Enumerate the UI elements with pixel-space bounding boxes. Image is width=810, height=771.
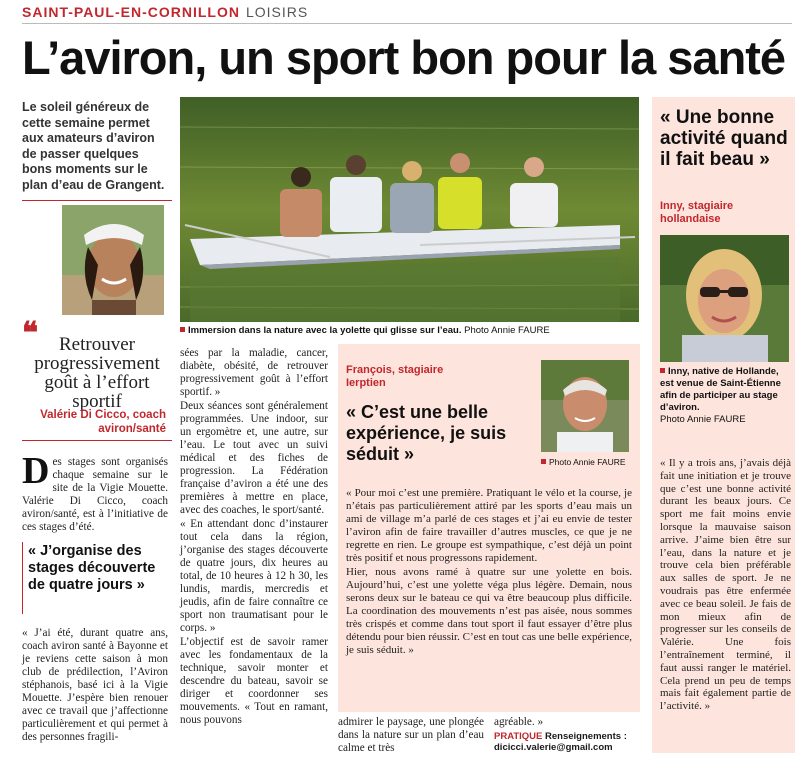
- inny-caption-text: Inny, native de Hollande, est venue de Saint-Étienne afin de participer au stage d’aviron.: [660, 366, 781, 413]
- pullquote-rule: [22, 440, 172, 441]
- col1-body: « J’ai été, durant quatre ans, coach aviron santé à Bayonne et je reviens cette saison à mon club de prédilection, l’Aviron stéphanois, basé ici à la Vigie Mouette. J’espère bien renouer avec ce travail que j’affectionne particulièrement et qui permet à des personnes fragili-: [22, 627, 168, 743]
- francois-quote: « C’est une belle expérience, je suis séduit »: [346, 402, 507, 464]
- quote-mark-icon: ❝: [22, 317, 39, 350]
- inny-caption-square-icon: [660, 368, 665, 373]
- kicker-town: SAINT-PAUL-EN-CORNILLON: [22, 4, 240, 20]
- valerie-portrait: [62, 205, 164, 315]
- caption-square-icon: [180, 327, 185, 332]
- main-photo-credit: Photo Annie FAURE: [464, 325, 550, 336]
- main-caption-text: Immersion dans la nature avec la yolette qui glisse sur l’eau.: [188, 325, 462, 336]
- inny-body: « Il y a trois ans, j’avais déjà fait une initiation et je trouve que c’est une bonne activité durant les beaux jours. Ce sport me fait moins envie lorsque la mauvaise saison arrive. J’aime bien être sur l’eau, dans la nature et je trouve cela bien préférable aux salles de sport. Je ne voudrais pas être enfermée avec ce beau soleil. Je fais de mon mieux afin de progresser sur les conseils de Valérie. Une fois l’entraînement terminé, il faut aussi ranger le matériel. Cela prend un peu de temps mais fait également partie de l’activité. »: [660, 457, 791, 713]
- inter-bar: [22, 542, 23, 614]
- col2-p3: « En attendant donc d’instaurer tout cela dans la région, j’organise des stages découverte de quatre jours, dix heures au total, de 10 heures à 12 h 30, les lundis, mardis, mercredis et jeudis, afin de faire connaître ce sport non traumatisant pour le corps. »: [180, 518, 328, 634]
- pullquote-text: Retrouver progressivement goût à l’effort sportif: [34, 334, 160, 412]
- francois-name: François, stagiaire Ierptien: [346, 364, 444, 389]
- main-photo: [180, 97, 639, 322]
- top-rule: [22, 23, 792, 24]
- francois-photo-caption: [541, 456, 633, 468]
- headline: L’aviron, un sport bon pour la santé: [22, 31, 786, 84]
- pratique-email[interactable]: dicicci.valerie@gmail.com: [494, 742, 613, 753]
- pullquote-author: Valérie Di Cicco, coach aviron/santé: [40, 409, 166, 435]
- francois-caption-square-icon: [541, 459, 546, 464]
- inny-name: Inny, stagiaire hollandaise: [660, 200, 734, 225]
- col2-body: [180, 347, 328, 728]
- francois-credit: Photo Annie FAURE: [549, 457, 626, 467]
- col1-lead: [22, 450, 168, 534]
- col2-p1: sées par la maladie, cancer, diabète, obésité, de retrouver progressivement goût à l’effort sportif. »: [180, 347, 328, 398]
- francois-p1: « Pour moi c’est une première. Pratiquant le vélo et la course, je n’étais pas particulièrement attiré par les sports d’eau mais un ami de village m’a parlé de ces stages et j’ai eu envie de tester l’aviron afin de faire travailler d’autres muscles, ce que je ne regrette en rien. Le groupe est sympathique, c’est déjà un point très positif et nous progressons rapidement.: [346, 487, 632, 564]
- dropcap: D: [22, 450, 50, 492]
- col2-p2: Deux séances sont généralement programmées. Une indoor, sur un ergomètre et, une autre, sur l’eau. Le tout avec un suivi médical et des fiches de progression. La Fédération française d’aviron a été une des premières à mettre en place, avec des coaches, le sport/santé.: [180, 400, 328, 516]
- pratique: [494, 731, 640, 753]
- francois-body: [346, 487, 632, 658]
- chapo-rule: [22, 200, 172, 201]
- kicker-section: LOISIRS: [245, 4, 309, 20]
- inny-caption: [660, 366, 790, 426]
- col3-body: admirer le paysage, une plongée dans la nature sur un plan d’eau calme et très: [338, 716, 484, 754]
- chapo: Le soleil généreux de cette semaine permet aux amateurs d’aviron de passer quelques bons moments sur le plan d’eau de Grangent.: [22, 100, 165, 192]
- kicker: [22, 4, 308, 20]
- inny-quote: « Une bonne activité quand il fait beau »: [660, 107, 788, 170]
- pratique-label: PRATIQUE: [494, 731, 543, 742]
- col2-p4: L’objectif est de savoir ramer avec les fondamentaux de la technique, savoir monter et descendre du bateau, savoir se diriger et coordonner ses mouvements. « Tout en ramant, nous pouvons: [180, 636, 328, 726]
- pratique-text: Renseignements :: [545, 731, 627, 742]
- inny-portrait: [660, 235, 789, 362]
- col4-body: agréable. »: [494, 716, 544, 728]
- francois-p2: Hier, nous avons ramé à quatre sur une yolette en bois. Aujourd’hui, c’est une yolette véga plus légère. Demain, nous serons deux sur le bateau ce qui va être beaucoup plus difficile. La coordination des mouvements n’est pas aisée, nous sommes très crispés et comme dans tout sport il faut essayer d’être plus détendu pour bien réussir. C’est en tout cas une belle expérience, je suis séduit. »: [346, 566, 632, 656]
- col1-lead-text: es stages sont organisés chaque semaine sur le site de la Vigie Mouette. Valérie Di Cicco, coach aviron/santé, est à l’initiative de ces stages d’été.: [22, 456, 168, 533]
- col1-intertitle: « J’organise des stages découverte de quatre jours »: [28, 543, 156, 593]
- inny-credit: Photo Annie FAURE: [660, 414, 746, 425]
- francois-portrait: [541, 360, 629, 452]
- main-photo-caption: [180, 325, 640, 337]
